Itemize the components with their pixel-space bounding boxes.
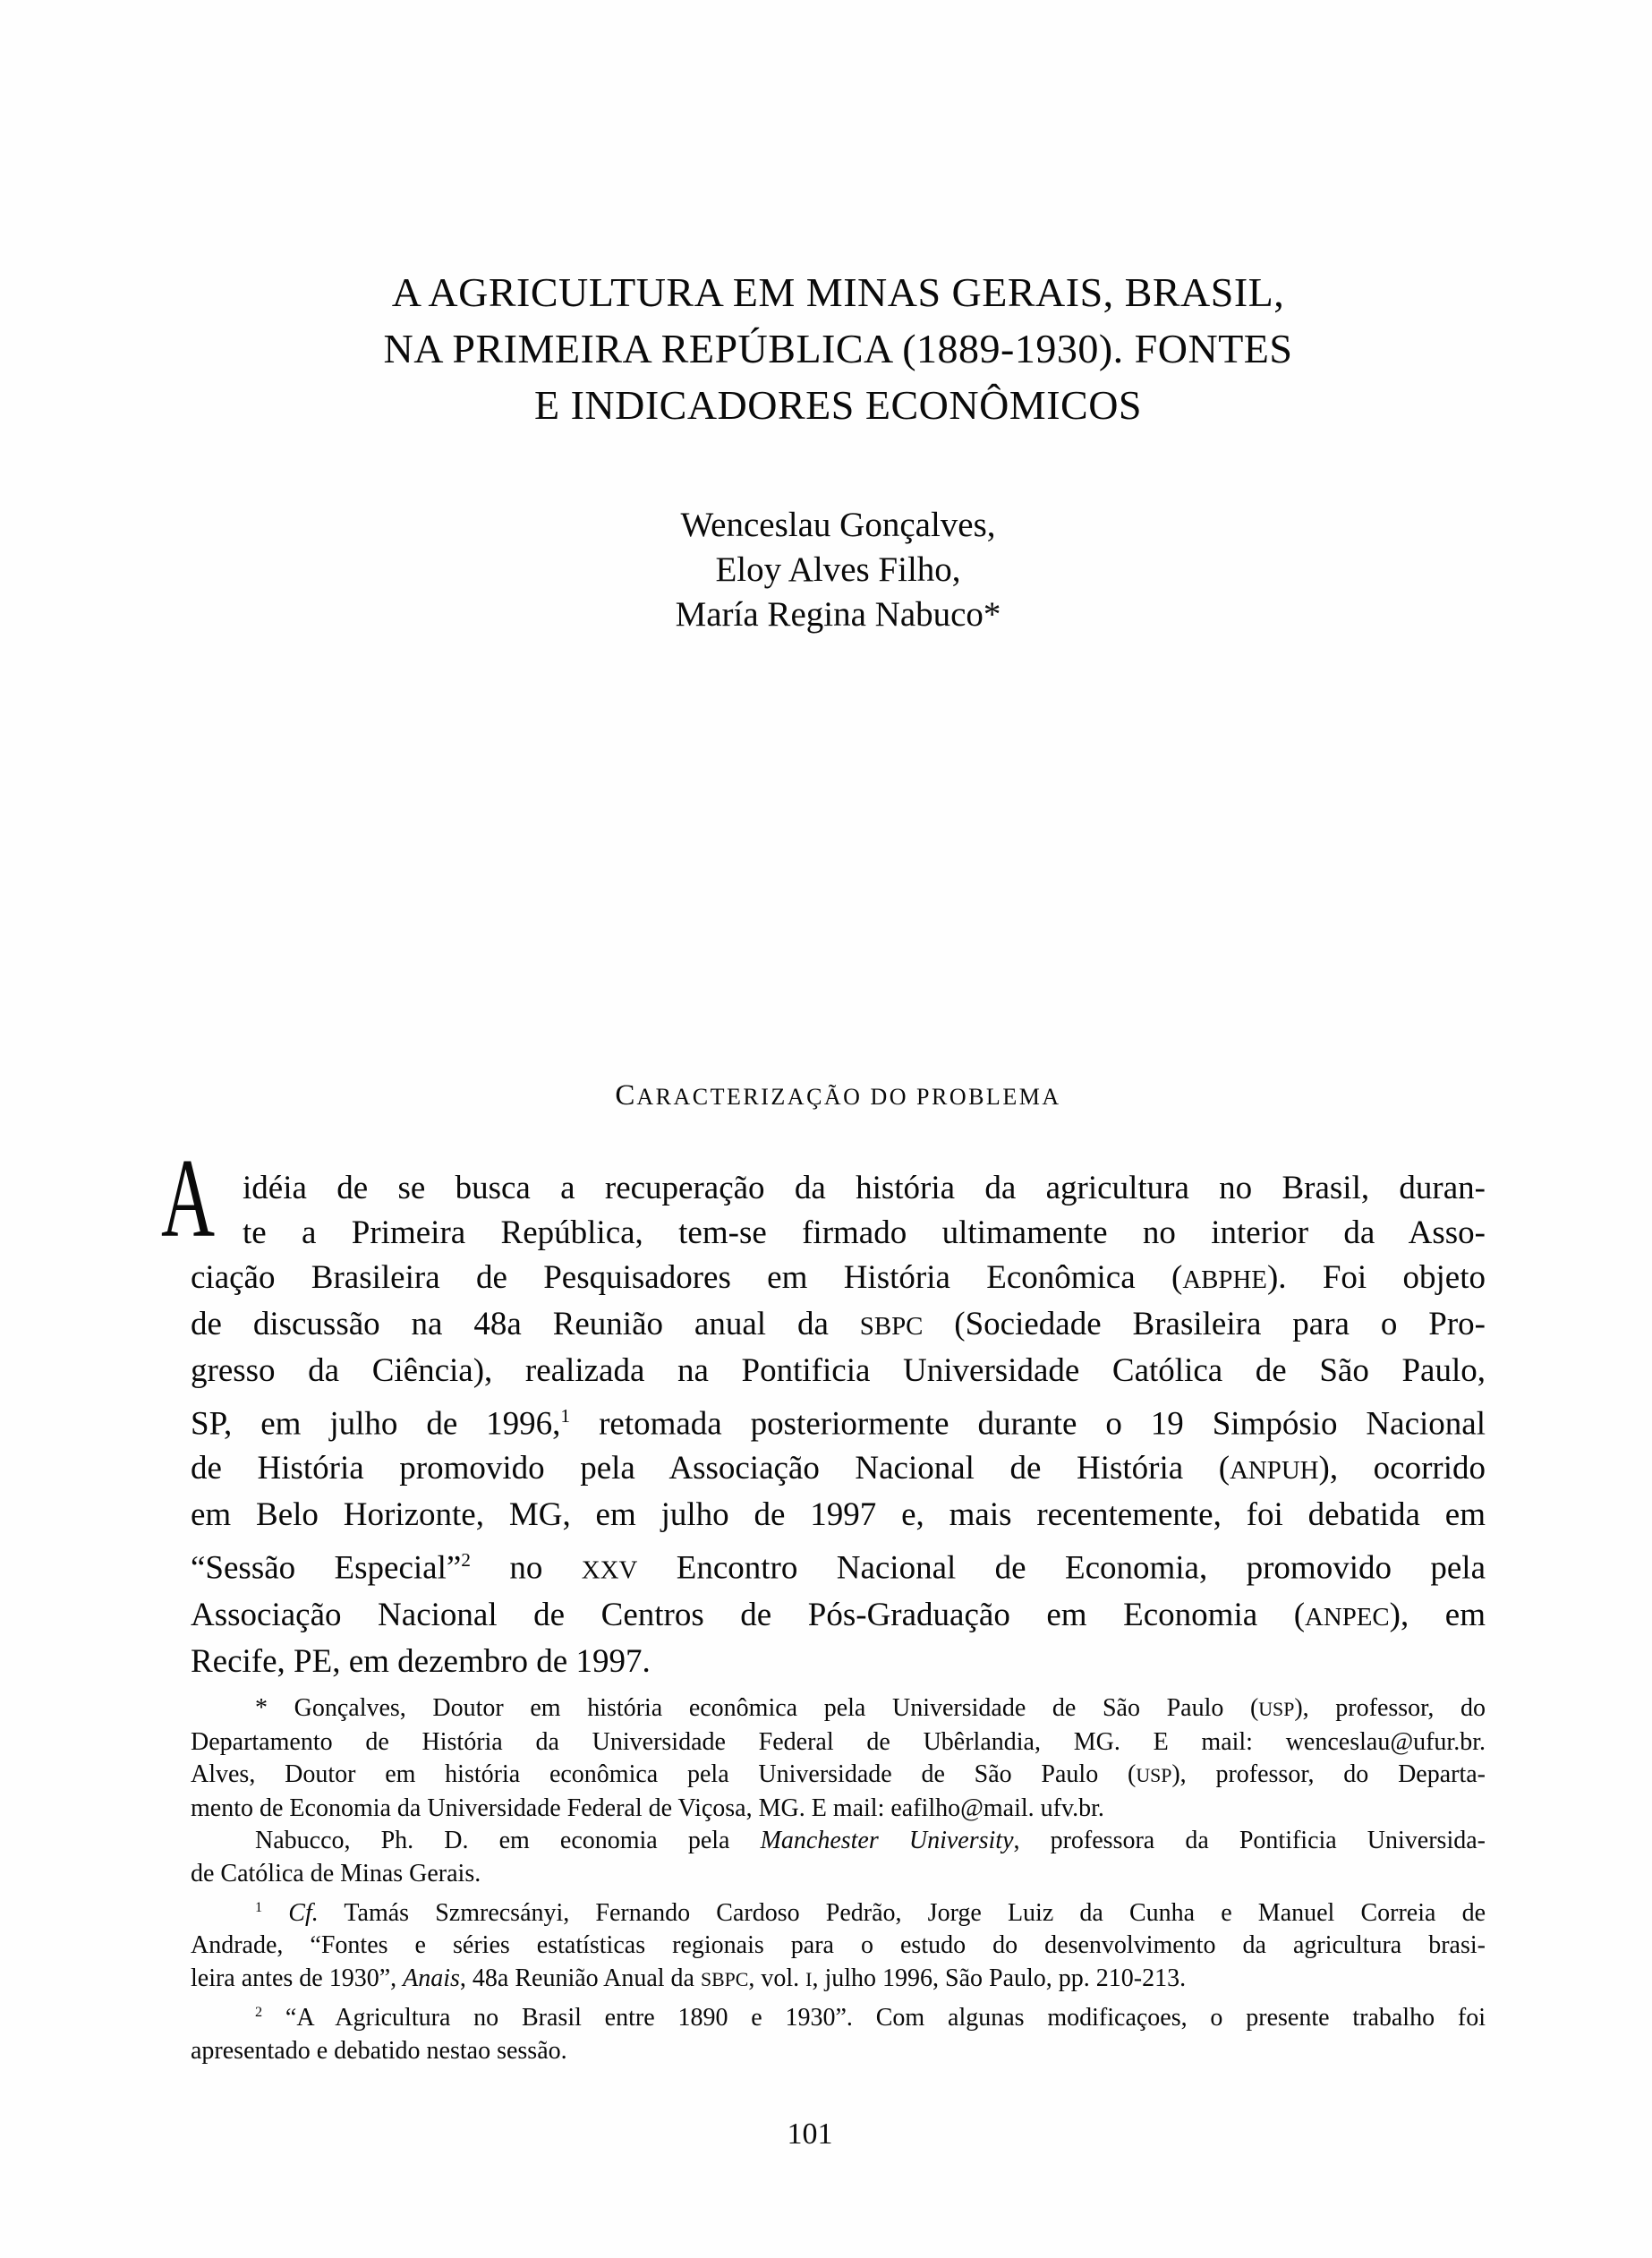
text-line (191, 1640, 1486, 1684)
section-heading (191, 1079, 1486, 1112)
drop-cap: A (161, 1137, 216, 1261)
text-run: ), professor, do Departa- (1171, 1760, 1486, 1789)
text-run: * Gonçalves, Doutor em história econômica pela Universidade de São Paulo ( (255, 1694, 1259, 1722)
text-line (191, 1166, 1486, 1211)
text-line (191, 1825, 1486, 1858)
footnote-marker: 1 (255, 1898, 263, 1915)
text-run: Associação Nacional de Centros de Pós-Graduação em Economia ( (191, 1596, 1306, 1633)
author-list (191, 503, 1486, 637)
author-name: Wenceslau Gonçalves, (680, 506, 996, 544)
text-run: , julho 1996, São Paulo, pp. 210-213. (812, 1964, 1187, 1992)
text-run: de Católica de Minas Gerais. (191, 1859, 481, 1887)
text-line (191, 2035, 1486, 2068)
text-run: apresentado e debatido nestao sessão. (191, 2037, 567, 2066)
text-run: ), professor, do (1294, 1694, 1486, 1722)
text-line (191, 1593, 1486, 1640)
text-run: mento de Economia da Universidade Federal de Viçosa, MG. E mail: eafilho@mail. ufv.br. (191, 1794, 1104, 1822)
text-run: de discussão na 48a Reunião anual da (191, 1306, 860, 1342)
text-run: (Sociedade Brasileira para o Pro- (923, 1306, 1486, 1342)
footnote-marker: 2 (255, 2004, 263, 2021)
text-run: de História promovido pela Associação Nacional de História ( (191, 1450, 1230, 1487)
text-run: Recife, PE, em dezembro de 1997. (191, 1642, 651, 1680)
author-name: Eloy Alves Filho, (715, 550, 961, 589)
text-run: , professora da Pontificia Universida- (1013, 1827, 1486, 1855)
text-line (191, 1349, 1486, 1393)
text-line (191, 1996, 1486, 2035)
small-caps-acronym: USP (1136, 1765, 1172, 1787)
text-line (191, 1692, 1486, 1726)
opening-paragraph (161, 1137, 1486, 1684)
text-run: SP, em julho de 1996, (191, 1405, 561, 1443)
small-caps-acronym: USP (1258, 1699, 1295, 1720)
text-run: , 48a Reunião Anual da (459, 1964, 701, 1992)
text-line (191, 1858, 1486, 1891)
footnotes (191, 1692, 1486, 2068)
text-line (191, 1538, 1486, 1592)
author-name: María Regina Nabuco* (675, 595, 1001, 634)
text-run: ). Foi objeto (1266, 1259, 1486, 1296)
footnote-marker: 1 (560, 1405, 571, 1427)
small-caps-acronym: ANPEC (1305, 1602, 1390, 1632)
text-line (191, 1963, 1486, 1997)
title-line: NA PRIMEIRA REPÚBLICA (1889-1930). FONTES (383, 326, 1293, 371)
text-run: no (471, 1549, 582, 1587)
footnote-marker: 2 (461, 1549, 472, 1572)
text-run: ), ocorrido (1318, 1450, 1486, 1487)
text-run: Tamás Szmrecsányi, Fernando Cardoso Pedrão, Jorge Luiz da Cunha e Manuel Correia de (318, 1898, 1486, 1927)
text-run: Andrade, “Fontes e séries estatísticas regionais para o estudo do desenvolvimento da agricultura brasi- (191, 1931, 1486, 1960)
text-line (191, 1446, 1486, 1493)
text-run: Departamento de História da Universidade Federal de Ubêrlandia, MG. E mail: wenceslau@ufur.br. (191, 1727, 1486, 1756)
text-run: idéia de se busca a recuperação da história da agricultura no Brasil, duran- (243, 1170, 1486, 1206)
text-run: ), em (1389, 1596, 1486, 1633)
text-line (191, 1256, 1486, 1302)
small-caps-acronym: XXV (581, 1555, 638, 1585)
italic-text: Manchester University (760, 1827, 1014, 1855)
text-run: leira antes de 1930”, (191, 1964, 404, 1992)
text-run: Nabucco, Ph. D. em economia pela (255, 1827, 761, 1855)
text-line (191, 1930, 1486, 1963)
text-run: Alves, Doutor em história econômica pela Universidade de São Paulo ( (191, 1760, 1137, 1789)
text-run: ciação Brasileira de Pesquisadores em História Econômica ( (191, 1259, 1183, 1296)
heading-rest: ARACTERIZAÇÃO DO PROBLEMA (636, 1084, 1061, 1110)
text-line (191, 1759, 1486, 1793)
title-line: E INDICADORES ECONÔMICOS (533, 382, 1143, 428)
text-line (191, 1302, 1486, 1349)
page-number: 101 (787, 2117, 833, 2151)
title-line: A AGRICULTURA EM MINAS GERAIS, BRASIL, (391, 269, 1285, 315)
text-line (191, 1793, 1486, 1826)
small-caps-acronym: I (805, 1968, 813, 1990)
text-run: Encontro Nacional de Economia, promovido pela (637, 1549, 1486, 1587)
italic-text: Cf. (288, 1898, 319, 1927)
text-line (191, 1493, 1486, 1538)
text-line (191, 1891, 1486, 1930)
small-caps-acronym: ANPUH (1230, 1456, 1319, 1486)
text-run (262, 1899, 288, 1927)
text-run: gresso da Ciência), realizada na Pontificia Universidade Católica de São Paulo, (191, 1352, 1486, 1389)
text-run: te a Primeira República, tem-se firmado ultimamente no interior da Asso- (243, 1214, 1486, 1251)
text-run: “Sessão Especial” (191, 1549, 462, 1587)
text-line (191, 1726, 1486, 1760)
article-title (191, 264, 1486, 433)
italic-text: Anais (403, 1964, 460, 1992)
text-run: retomada posteriormente durante o 19 Simpósio Nacional (570, 1405, 1486, 1443)
text-run: “A Agricultura no Brasil entre 1890 e 1930”. Com algunas modificaçoes, o presente trabalho foi (262, 2004, 1486, 2032)
text-run: , vol. (748, 1964, 806, 1992)
text-line (191, 1393, 1486, 1446)
small-caps-acronym: SBPC (859, 1312, 924, 1341)
text-run: em Belo Horizonte, MG, em julho de 1997 e, mais recentemente, foi debatida em (191, 1496, 1486, 1534)
small-caps-acronym: SBPC (700, 1968, 749, 1990)
heading-initial: C (615, 1079, 637, 1112)
text-line (191, 1211, 1486, 1256)
small-caps-acronym: ABPHE (1182, 1265, 1267, 1294)
